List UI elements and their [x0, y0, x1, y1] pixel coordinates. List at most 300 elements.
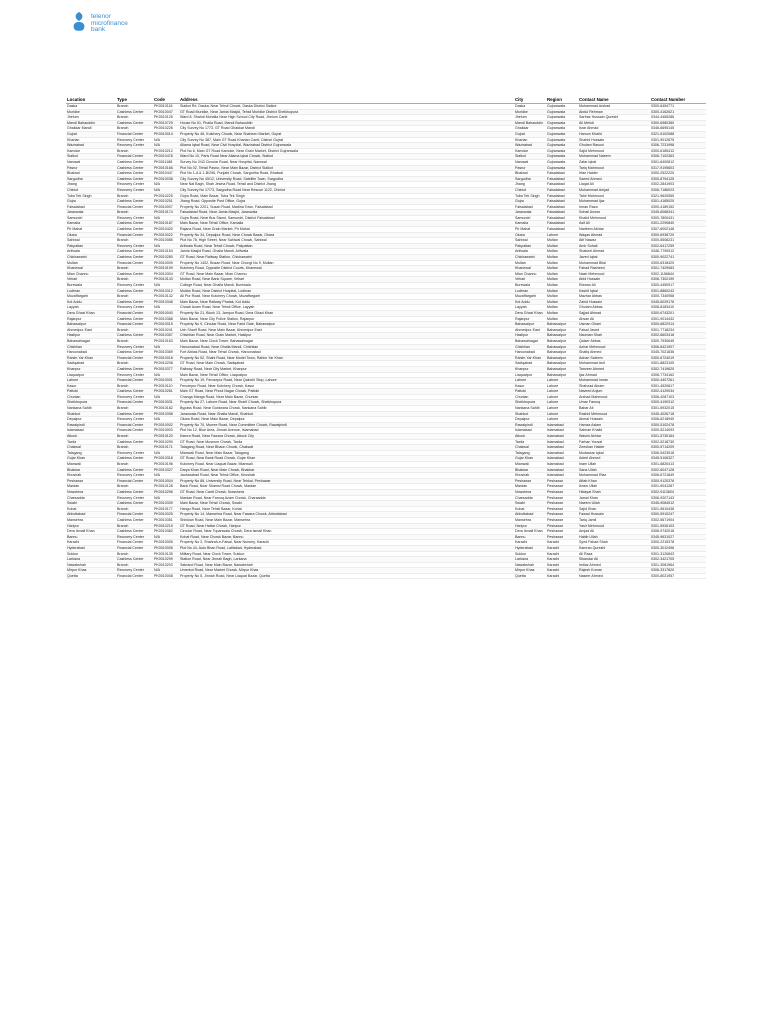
cell-contact-number: 0346-6695145 [650, 126, 706, 132]
cell-address: Property No 34, Depalpur Road, Near Chowk Bazar, Okara [179, 232, 514, 238]
cell-city: Gujrat [514, 131, 546, 137]
cell-location: Mian Channu [66, 271, 116, 277]
header-type: Type [116, 97, 153, 104]
cell-contact-name: Wasim Akhtar [578, 434, 650, 440]
cell-code: N/A [153, 394, 179, 400]
cell-contact-number: 0306-7302190 [650, 277, 706, 283]
cell-region: Multan [546, 294, 578, 300]
cell-code: PK0010171 [153, 445, 179, 451]
cell-address: Main Bazar, Near Tehsil Office, Liaquatpur [179, 372, 514, 378]
cell-location: Khanewal [66, 266, 116, 272]
cell-location: Ghakkar Mandi [66, 126, 116, 132]
cell-code: PK0010166 [153, 165, 179, 171]
cell-contact-name: Habib Ullah [578, 534, 650, 540]
cell-address: Darya Khan Road, Near Main Chowk, Bhakkar [179, 467, 514, 473]
cell-city: Mansehra [514, 517, 546, 523]
cell-address: Mianwali Road, Near Main Bazar, Talagang [179, 450, 514, 456]
cell-location: Narowal [66, 159, 116, 165]
cell-address: City Survey No 387, Main GT Road Kharian Cantt, District Gujrat [179, 137, 514, 143]
table-body [66, 104, 706, 579]
cell-city: Pattoki [514, 389, 546, 395]
cell-region: Islamabad [546, 456, 578, 462]
cell-address: Chowk Azam Road, Near Tehsil Office, Layyah [179, 305, 514, 311]
cell-contact-number: 0301-6932015 [650, 406, 706, 412]
cell-type: Branch [116, 523, 153, 529]
cell-location: Dera Ghazi Khan [66, 310, 116, 316]
cell-code: PK0010015 [153, 322, 179, 328]
cell-contact-name: Rizwan Ali [578, 283, 650, 289]
cell-city: Hyderabad [514, 545, 546, 551]
cell-region: Multan [546, 255, 578, 261]
cell-contact-name: Liaqat Ali [578, 182, 650, 188]
cell-region: Multan [546, 260, 578, 266]
cell-city: Peshawar [514, 478, 546, 484]
cell-region: Multan [546, 283, 578, 289]
cell-location: Depalpur [66, 417, 116, 423]
cell-type: Financial Center [116, 310, 153, 316]
cell-type: Branch [116, 126, 153, 132]
cell-address: Jamia Masjid Road, Ghalla Mandi, Arifwala [179, 249, 514, 255]
branch-list-table [66, 97, 706, 579]
cell-city: Wazirabad [514, 143, 546, 149]
cell-type: Branch [116, 338, 153, 344]
cell-contact-number: 0301-3081964 [650, 562, 706, 568]
cell-city: Multan [514, 260, 546, 266]
cell-type: Branch [116, 148, 153, 154]
cell-address: Fort Abbas Road, Near Tehsil Chowk, Haroonabad [179, 350, 514, 356]
cell-contact-name: Waqas Ahmad [578, 232, 650, 238]
cell-contact-number: 0300-5910247 [650, 512, 706, 518]
cell-region: Lahore [546, 417, 578, 423]
cell-region: Multan [546, 249, 578, 255]
cell-location: Pasrur [66, 165, 116, 171]
cell-contact-name: Tahir Mahmood [578, 193, 650, 199]
cell-code: PK0010215 [153, 523, 179, 529]
cell-type: Cashless Center [116, 221, 153, 227]
cell-address: Plot No 02, Tehsil Pasrur, Near Main Bazar, District Sialkot [179, 165, 514, 171]
cell-contact-name: Ali Raza [578, 551, 650, 557]
cell-contact-number: 0301-3120843 [650, 551, 706, 557]
cell-contact-number: 0345-6029176 [650, 299, 706, 305]
cell-contact-number: 0306-5423918 [650, 450, 706, 456]
cell-type: Cashless Center [116, 249, 153, 255]
cell-city: Gujar Khan [514, 456, 546, 462]
cell-location: Hasilpur [66, 333, 116, 339]
cell-contact-name: Faisal Javed [578, 327, 650, 333]
cell-code: PK0010388 [153, 316, 179, 322]
cell-address: Sakrand Road, Near Main Bazar, Nawabshah [179, 562, 514, 568]
cell-contact-number: 0300-5102478 [650, 422, 706, 428]
cell-location: Nowshera [66, 489, 116, 495]
cell-contact-number: 0301-2290840 [650, 221, 706, 227]
cell-contact-number: 0301-7429083 [650, 266, 706, 272]
cell-location: Gujar Khan [66, 456, 116, 462]
cell-address: Property No 3, Shahrah-e-Faisal, Near Nursery, Karachi [179, 540, 514, 546]
cell-region: Bahawalpur [546, 327, 578, 333]
cell-contact-number: 0306-9207143 [650, 495, 706, 501]
cell-code: PK0010226 [153, 126, 179, 132]
cell-location: Nankana Sahib [66, 406, 116, 412]
cell-contact-name: Fahad Rasheed [578, 266, 650, 272]
cell-location: Pakpattan [66, 243, 116, 249]
cell-code: N/A [153, 417, 179, 423]
brand-logo [70, 10, 128, 34]
cell-city: Layyah [514, 305, 546, 311]
cell-contact-name: Imran Raza [578, 204, 650, 210]
cell-location: Bahawalnagar [66, 338, 116, 344]
cell-region: Islamabad [546, 467, 578, 473]
cell-contact-number: 0301-9014432 [650, 316, 706, 322]
cell-address: Chishtian Road, Near Grain Market, Hasilpur [179, 333, 514, 339]
cell-contact-number: 0302-6047128 [650, 467, 706, 473]
cell-contact-name: Ghulam Rasool [578, 143, 650, 149]
cell-contact-number: 0306-7186023 [650, 187, 706, 193]
cell-location: Burewala [66, 283, 116, 289]
cell-address: Circular Road, Near Topanwala Chowk, Dera Ismail Khan [179, 529, 514, 535]
cell-type: Branch [116, 445, 153, 451]
cell-code: PK0010014 [153, 131, 179, 137]
cell-region: Peshawar [546, 506, 578, 512]
cell-location: Rajanpur [66, 316, 116, 322]
cell-region: Faisalabad [546, 176, 578, 182]
cell-code: PK0010318 [153, 456, 179, 462]
cell-city: Dera Ismail Khan [514, 529, 546, 535]
cell-type: Branch [116, 361, 153, 367]
cell-contact-name: Zafar Iqbal [578, 159, 650, 165]
cell-code: PK0010196 [153, 462, 179, 468]
cell-region: Karachi [546, 568, 578, 574]
cell-contact-name: Shafiq Ahmed [578, 350, 650, 356]
cell-contact-number: 0300-7930645 [650, 338, 706, 344]
cell-code: PK0010085 [153, 238, 179, 244]
cell-contact-name: Tariq Mahmood [578, 165, 650, 171]
cell-contact-number: 0300-4162621 [650, 109, 706, 115]
cell-city: Karachi [514, 540, 546, 546]
cell-type: Recovery Center [116, 568, 153, 574]
cell-region: Peshawar [546, 534, 578, 540]
cell-address: Survey No 2/43 Circular Road, Near Hospital, Narowal [179, 159, 514, 165]
cell-code: PK0010128 [153, 484, 179, 490]
cell-city: Sialkot [514, 154, 546, 160]
cell-address: Property No 5, Jinnah Road, Near Liaquat Bazar, Quetta [179, 573, 514, 579]
cell-address: Main GT Road, Near Phool Nagar Chowk, Pattoki [179, 389, 514, 395]
cell-region: Peshawar [546, 529, 578, 535]
cell-region: Karachi [546, 551, 578, 557]
cell-region: Bahawalpur [546, 333, 578, 339]
cell-city: Rawalpindi [514, 422, 546, 428]
cell-location: Kamalia [66, 221, 116, 227]
cell-region: Peshawar [546, 501, 578, 507]
cell-city: Chunian [514, 394, 546, 400]
cell-type: Branch [116, 193, 153, 199]
cell-code: PK0010476 [153, 154, 179, 160]
cell-code: PK0010729 [153, 120, 179, 126]
cell-region: Gujranwala [546, 154, 578, 160]
cell-code: PK0010251 [153, 199, 179, 205]
cell-type: Cashless Center [116, 501, 153, 507]
brand-line-3: bank [91, 26, 106, 33]
cell-contact-number: 0301-7718234 [650, 327, 706, 333]
cell-address: GT Road, Near Main Chowk, Sadiqabad [179, 361, 514, 367]
cell-contact-name: Imtiaz Ahmed [578, 562, 650, 568]
cell-contact-number: 0301-8860242 [650, 288, 706, 294]
cell-contact-name: Muhammad Asif [578, 361, 650, 367]
cell-code: PK0010357 [153, 333, 179, 339]
cell-type: Cashless Center [116, 165, 153, 171]
cell-city: Bhalwal [514, 171, 546, 177]
cell-location: Rawalpindi [66, 422, 116, 428]
cell-type: Recovery Center [116, 215, 153, 221]
cell-address: Hangu Road, Near Tehsil Bazar, Kohat [179, 506, 514, 512]
cell-region: Multan [546, 299, 578, 305]
cell-region: Gujranwala [546, 165, 578, 171]
cell-contact-number: 0301-5730164 [650, 434, 706, 440]
cell-contact-name: Jamal Khan [578, 495, 650, 501]
cell-region: Gujranwala [546, 159, 578, 165]
cell-contact-name: Shakeel Ahmad [578, 249, 650, 255]
cell-contact-number: 0306-7231998 [650, 143, 706, 149]
cell-region: Faisalabad [546, 210, 578, 216]
cell-type: Cashless Center [116, 333, 153, 339]
cell-city: Nankana Sahib [514, 406, 546, 412]
cell-address: Property No 2201, Susan Road, Madina Town, Faisalabad [179, 204, 514, 210]
cell-contact-number: 0302-4129034 [650, 389, 706, 395]
cell-address: Property No 48, Kutchery Chowk, Near Shaheen Market, Gujrat [179, 131, 514, 137]
cell-city: Kot Addu [514, 299, 546, 305]
cell-code: PK0010225 [153, 193, 179, 199]
cell-region: Islamabad [546, 434, 578, 440]
cell-city: Jhang [514, 182, 546, 188]
cell-city: Okara [514, 232, 546, 238]
header-code: Code [153, 97, 179, 104]
cell-contact-name: Amir Sohail [578, 243, 650, 249]
cell-contact-number: 0301-9012875 [650, 137, 706, 143]
header-city: City [514, 97, 546, 104]
cell-code: N/A [153, 450, 179, 456]
cell-region: Faisalabad [546, 187, 578, 193]
cell-city: Bannu [514, 534, 546, 540]
header-address: Address [179, 97, 514, 104]
cell-contact-number: 0306-8421907 [650, 344, 706, 350]
cell-location: Daska [66, 104, 116, 110]
cell-code: PK0010203 [153, 562, 179, 568]
cell-contact-name: Ahsan Ali [578, 316, 650, 322]
cell-address: Gojra Road, Main Bazar, Toba Tek Singh [179, 193, 514, 199]
cell-region: Karachi [546, 557, 578, 563]
cell-location: Sargodha [66, 176, 116, 182]
cell-type: Recovery Center [116, 137, 153, 143]
cell-location: Karachi [66, 540, 116, 546]
cell-address: Near Nai Bagh, Shah Jewna Road, Tehsil and District Jhang [179, 182, 514, 188]
cell-type: Branch [116, 327, 153, 333]
cell-address: Main Bazar, Near Tehsil Chowk, Swabi [179, 501, 514, 507]
cell-contact-number: 0306-4287103 [650, 394, 706, 400]
cell-contact-name: Hamza Aslam [578, 422, 650, 428]
cell-contact-number: 0300-3012496 [650, 545, 706, 551]
cell-location: Bahawalpur [66, 322, 116, 328]
cell-contact-number: 0345-9631027 [650, 534, 706, 540]
cell-contact-number: 0301-9610438 [650, 506, 706, 512]
cell-region: Faisalabad [546, 199, 578, 205]
cell-city: Shahkot [514, 411, 546, 417]
cell-code: PK0010346 [153, 299, 179, 305]
cell-contact-number: 0306-6721849 [650, 473, 706, 479]
cell-contact-number: 0300-2522220 [650, 171, 706, 177]
cell-type: Cashless Center [116, 366, 153, 372]
cell-city: Pir Mahal [514, 227, 546, 233]
cell-type: Financial Center [116, 545, 153, 551]
cell-contact-number: 0300-4190312 [650, 400, 706, 406]
cell-city: Nowshera [514, 489, 546, 495]
cell-type: Recovery Center [116, 143, 153, 149]
cell-contact-number: 0345-4026718 [650, 411, 706, 417]
cell-location: Islamabad [66, 428, 116, 434]
cell-type: Branch [116, 484, 153, 490]
cell-address: GT Road, Near Cantt Chowk, Nowshera [179, 489, 514, 495]
header-contact-name: Contact Name [578, 97, 650, 104]
cell-city: Mandi Bahauddin [514, 120, 546, 126]
cell-code: N/A [153, 495, 179, 501]
cell-address: Okara Road, Near Main Bazar, Depalpur [179, 417, 514, 423]
header-region: Region [546, 97, 578, 104]
cell-location: Mansehra [66, 517, 116, 523]
cell-type: Branch [116, 266, 153, 272]
cell-city: Kasur [514, 383, 546, 389]
cell-region: Bahawalpur [546, 350, 578, 356]
header-location: Location [66, 97, 116, 104]
cell-city: Abbottabad [514, 512, 546, 518]
cell-city: Chiniot [514, 187, 546, 193]
cell-type: Branch [116, 104, 153, 110]
cell-city: Muridke [514, 109, 546, 115]
cell-address: Station Road, Near Jinnah Bagh, Larkana [179, 557, 514, 563]
cell-code: PK0010038 [153, 176, 179, 182]
cell-location: Haripur [66, 523, 116, 529]
cell-city: Chakwal [514, 445, 546, 451]
cell-region: Multan [546, 271, 578, 277]
cell-code: PK0010031 [153, 400, 179, 406]
cell-location: Bhakkar [66, 467, 116, 473]
cell-city: Faisalabad [514, 204, 546, 210]
cell-code: PK0010116 [153, 104, 179, 110]
cell-city: Gojra [514, 199, 546, 205]
cell-contact-name: Abid Hussain [578, 277, 650, 283]
cell-city: Kamoke [514, 148, 546, 154]
cell-contact-number: 0301-6820413 [650, 462, 706, 468]
cell-city: Sheikhupura [514, 400, 546, 406]
cell-city: Pasrur [514, 165, 546, 171]
cell-region: Bahawalpur [546, 372, 578, 378]
cell-address: Main Bazar, Near Tehsil Office, Kamalia [179, 221, 514, 227]
cell-code: PK0010154 [153, 249, 179, 255]
cell-contact-name: Muhammad Riaz [578, 473, 650, 479]
cell-city: Chishtian [514, 344, 546, 350]
cell-location: Muridke [66, 109, 116, 115]
cell-region: Peshawar [546, 484, 578, 490]
cell-code: PK0010135 [153, 551, 179, 557]
cell-code: N/A [153, 215, 179, 221]
cell-address: Sialkot Rd. Daska, Near Tehsil Chowk, Daska District Sialkot [179, 104, 514, 110]
cell-location: Abbottabad [66, 512, 116, 518]
cell-city: Sadiqabad [514, 361, 546, 367]
cell-address: Kohat Road, Near Chowk Bazar, Bannu [179, 534, 514, 540]
cell-city: Rahim Yar Khan [514, 355, 546, 361]
cell-contact-name: Babar Ali [578, 406, 650, 412]
cell-region: Islamabad [546, 462, 578, 468]
cell-location: Chakwal [66, 445, 116, 451]
cell-city: Kharian [514, 137, 546, 143]
cell-address: Multan Road, Near Bank Square, Vehari [179, 277, 514, 283]
cell-address: Multan Road, Near District Hospital, Lodhran [179, 288, 514, 294]
cell-type: Cashless Center [116, 489, 153, 495]
cell-contact-name: Adnan Saleem [578, 355, 650, 361]
cell-location: Samundri [66, 215, 116, 221]
cell-location: Kohat [66, 506, 116, 512]
cell-address: Main Bazar, Near Railway Phatak, Kot Addu [179, 299, 514, 305]
cell-contact-name: Muhammad Imran [578, 378, 650, 384]
cell-city: Vehari [514, 277, 546, 283]
cell-location: Bhalwal [66, 171, 116, 177]
cell-contact-number: 0302-5671904 [650, 517, 706, 523]
cell-contact-number: 0302-6417259 [650, 243, 706, 249]
cell-code: N/A [153, 182, 179, 188]
cell-location: Bannu [66, 534, 116, 540]
cell-location: Faisalabad [66, 204, 116, 210]
cell-type: Financial Center [116, 204, 153, 210]
cell-city: Jhelum [514, 115, 546, 121]
cell-address: City Survey No 1773, GT Road Ghakkar Mandi [179, 126, 514, 132]
cell-contact-name: Inam Ullah [578, 462, 650, 468]
cell-contact-number: 0302-2841903 [650, 182, 706, 188]
cell-contact-name: Shahzad Akram [578, 383, 650, 389]
cell-code: N/A [153, 283, 179, 289]
cell-region: Lahore [546, 232, 578, 238]
cell-address: Shinkiari Road, Near Main Bazar, Mansehra [179, 517, 514, 523]
cell-contact-number: 0346-7790512 [650, 249, 706, 255]
cell-region: Gujranwala [546, 115, 578, 121]
cell-contact-number: 0345-5106327 [650, 456, 706, 462]
cell-location: Lahore [66, 378, 116, 384]
cell-region: Islamabad [546, 473, 578, 479]
cell-contact-name: Aftab Khan [578, 478, 650, 484]
cell-city: Muzaffargarh [514, 294, 546, 300]
cell-contact-name: Amjad Ali [578, 529, 650, 535]
cell-city: Mardan [514, 484, 546, 490]
cell-city: Toba Tek Singh [514, 193, 546, 199]
cell-contact-name: Haroon Khalid [578, 131, 650, 137]
cell-region: Gujranwala [546, 131, 578, 137]
cell-location: Charsadda [66, 495, 116, 501]
cell-code: PK0010022 [153, 232, 179, 238]
cell-contact-name: Sarfraz Hussain Qureshi [578, 115, 650, 121]
cell-region: Lahore [546, 411, 578, 417]
cell-region: Gujranwala [546, 143, 578, 149]
cell-contact-name: Irfan Haider [578, 171, 650, 177]
cell-contact-name: Mudassar Iqbal [578, 450, 650, 456]
cell-address: GT Road, Near Hattar Chowk, Haripur [179, 523, 514, 529]
cell-type: Branch [116, 383, 153, 389]
cell-contact-name: Abdul Rehman [578, 109, 650, 115]
cell-contact-number: 0344-4455286 [650, 115, 706, 121]
cell-region: Lahore [546, 394, 578, 400]
cell-region: Faisalabad [546, 182, 578, 188]
cell-code: PK0010261 [153, 389, 179, 395]
cell-contact-number: 0300-8794125 [650, 176, 706, 182]
cell-code: N/A [153, 568, 179, 574]
cell-region: Lahore [546, 400, 578, 406]
cell-address: Property No 9, Circular Road, Near Farid Gate, Bahawalpur [179, 322, 514, 328]
cell-contact-number: 0300-6743201 [650, 310, 706, 316]
